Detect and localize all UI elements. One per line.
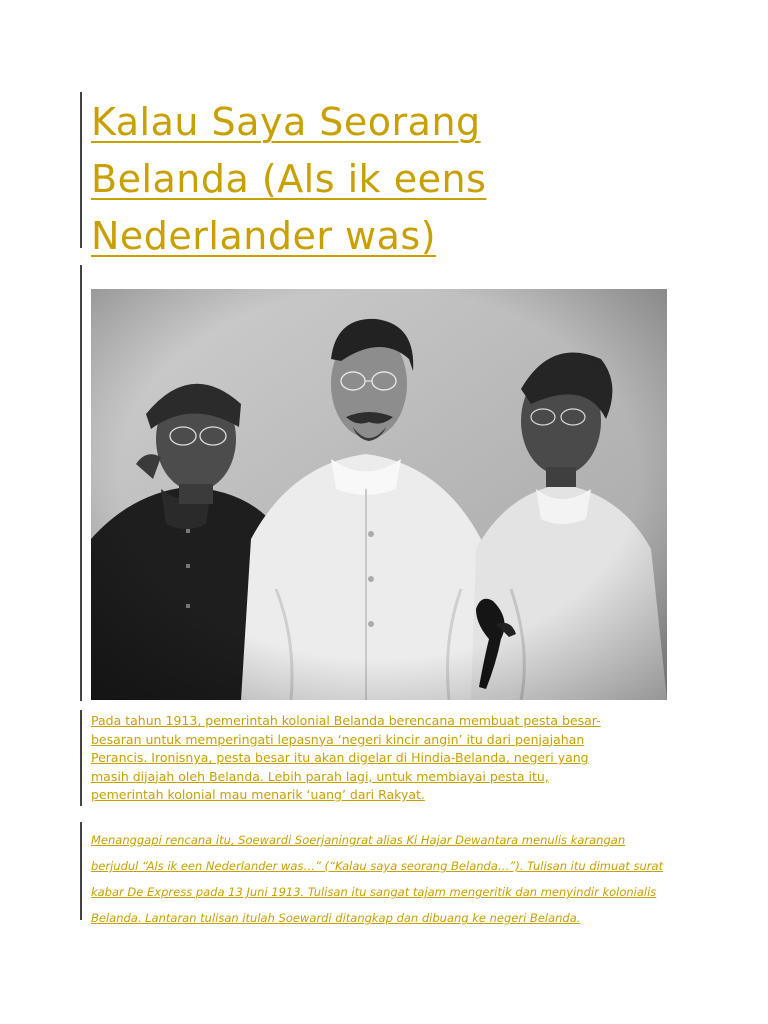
paragraph-line[interactable]: kabar De Express pada 13 Juni 1913. Tulisan itu sangat tajam mengeritik dan menyindir kolonialis [91,885,657,899]
margin-bar-paragraph1 [80,710,82,806]
historical-photo [91,289,667,700]
paragraph-line[interactable]: berjudul “Als ik een Nederlander was…” (“Kalau saya seorang Belanda…”). Tulisan itu dimuat surat [91,859,664,873]
paragraph-line[interactable]: masih dijajah oleh Belanda. Lebih parah lagi, untuk membiayai pesta itu, [91,768,549,784]
paragraph-line[interactable]: Menanggapi rencana itu, Soewardi Soerjaningrat alias Ki Hajar Dewantara menulis karangan [91,833,626,847]
title-line[interactable]: Belanda (Als ik eens [91,157,487,201]
paragraph-1[interactable] [91,712,691,805]
paragraph-line[interactable]: Pada tahun 1913, pemerintah kolonial Belanda berencana membuat pesta besar- [91,713,601,728]
margin-bar-paragraph2 [80,822,82,920]
paragraph-2[interactable] [91,827,711,931]
page-title[interactable] [91,94,711,265]
paragraph-line[interactable]: pemerintah kolonial mau menarik ‘uang’ dari Rakyat. [91,787,425,802]
paragraph-line[interactable]: Belanda. Lantaran tulisan itulah Soewardi ditangkap dan dibuang ke negeri Belanda. [91,911,581,925]
paragraph-line[interactable]: Perancis. Ironisnya, pesta besar itu akan digelar di Hindia-Belanda, negeri yang [91,750,589,765]
paragraph-line[interactable]: besaran untuk memperingati lepasnya ‘negeri kincir angin’ itu dari penjajahan [91,731,585,747]
title-line[interactable]: Kalau Saya Seorang [91,100,481,144]
title-line[interactable]: Nederlander was) [91,214,437,258]
margin-bar-title [80,92,82,248]
margin-bar-photo [80,265,82,701]
